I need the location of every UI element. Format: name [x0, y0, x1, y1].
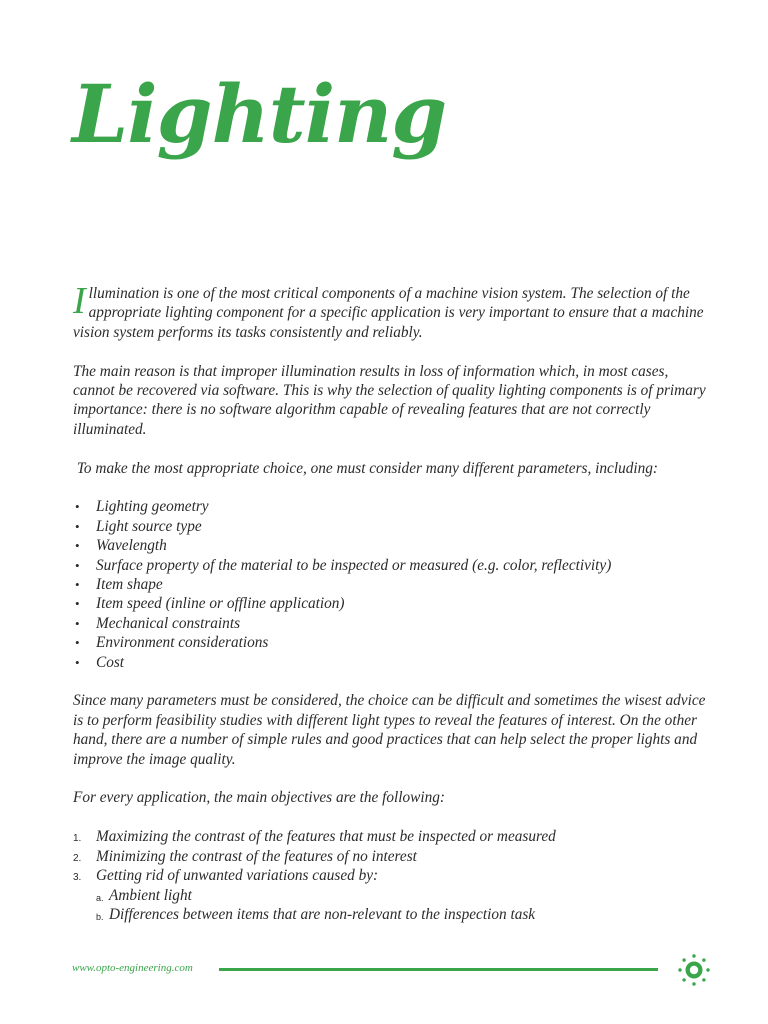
- list-item: • Surface property of the material to be inspected or measured (e.g. color, reflectivity): [75, 556, 612, 574]
- list-item: • Environment considerations: [75, 634, 269, 652]
- list-item: • Mechanical constraints: [75, 614, 241, 632]
- list-number: 2.: [73, 852, 82, 864]
- list-letter: a.: [96, 892, 104, 903]
- objectives-list: [73, 827, 713, 924]
- sub-objective-text: Ambient light: [109, 886, 192, 904]
- paragraph-reason: The main reason is that improper illumination results in loss of information which, in most cases, cannot be recovered via software. This is why the selection of quality lighting components is of primary importance: there is no software algorithm capable of revealing features that are not correctly illuminated.: [73, 362, 706, 438]
- list-item-text: Cost: [96, 653, 125, 671]
- list-item: • Item shape: [75, 576, 163, 594]
- sun-logo-icon: [677, 953, 711, 987]
- list-letter: b.: [96, 911, 104, 922]
- list-item-text: Environment considerations: [96, 634, 269, 652]
- objective-item: [73, 827, 713, 846]
- list-item-text: Item speed (inline or offline application): [96, 595, 345, 613]
- footer-url: www.opto-engineering.com: [72, 962, 193, 974]
- list-item-text: Surface property of the material to be inspected or measured (e.g. color, reflectivity): [96, 556, 612, 574]
- parameters-list: [73, 497, 713, 672]
- article-body: [73, 280, 713, 924]
- list-item: • Item speed (inline or offline application): [75, 595, 345, 613]
- list-item-text: Wavelength: [96, 537, 167, 555]
- paragraph-parameters-intro: To make the most appropriate choice, one must consider many different parameters, including:: [73, 459, 659, 477]
- objective-text: Minimizing the contrast of the features of no interest: [96, 847, 417, 865]
- list-item-text: Lighting geometry: [96, 498, 209, 516]
- list-number: 3.: [73, 872, 82, 884]
- list-item-text: Item shape: [96, 576, 163, 594]
- paragraph-objectives-intro: For every application, the main objectives are the following:: [73, 789, 445, 807]
- objective-text: Getting rid of unwanted variations caused by:: [96, 867, 379, 885]
- footer-divider: [219, 968, 658, 971]
- list-item: • Lighting geometry: [75, 498, 209, 516]
- sub-objective-item: [96, 905, 713, 924]
- sub-objective-item: [96, 886, 713, 905]
- list-number: 1.: [73, 833, 82, 845]
- list-item: • Light source type: [75, 517, 202, 535]
- sub-objective-text: Differences between items that are non-relevant to the inspection task: [109, 905, 536, 923]
- intro-paragraph: [73, 280, 713, 342]
- list-item: • Wavelength: [75, 537, 167, 555]
- intro-text: llumination is one of the most critical components of a machine vision system. The selection of the appropriate lighting component for a specific application is very important to ensure that a machine vision system performs its tasks consistently and reliably.: [73, 285, 704, 341]
- list-item: • Cost: [75, 653, 125, 671]
- list-item-text: Mechanical constraints: [96, 614, 241, 632]
- objective-item: [73, 866, 713, 924]
- page-title: Lighting: [72, 67, 447, 161]
- objective-item: [73, 847, 713, 866]
- paragraph-feasibility: Since many parameters must be considered, the choice can be difficult and sometimes the wisest advice is to perform feasibility studies with different light types to reveal the features of interest. On the other hand, there are a number of simple rules and good practices that can help select the proper lights and improve the image quality.: [73, 692, 706, 768]
- drop-cap: I: [73, 280, 86, 322]
- objective-text: Maximizing the contrast of the features that must be inspected or measured: [96, 828, 556, 846]
- list-item-text: Light source type: [96, 517, 202, 535]
- sub-objectives-list: [96, 886, 713, 925]
